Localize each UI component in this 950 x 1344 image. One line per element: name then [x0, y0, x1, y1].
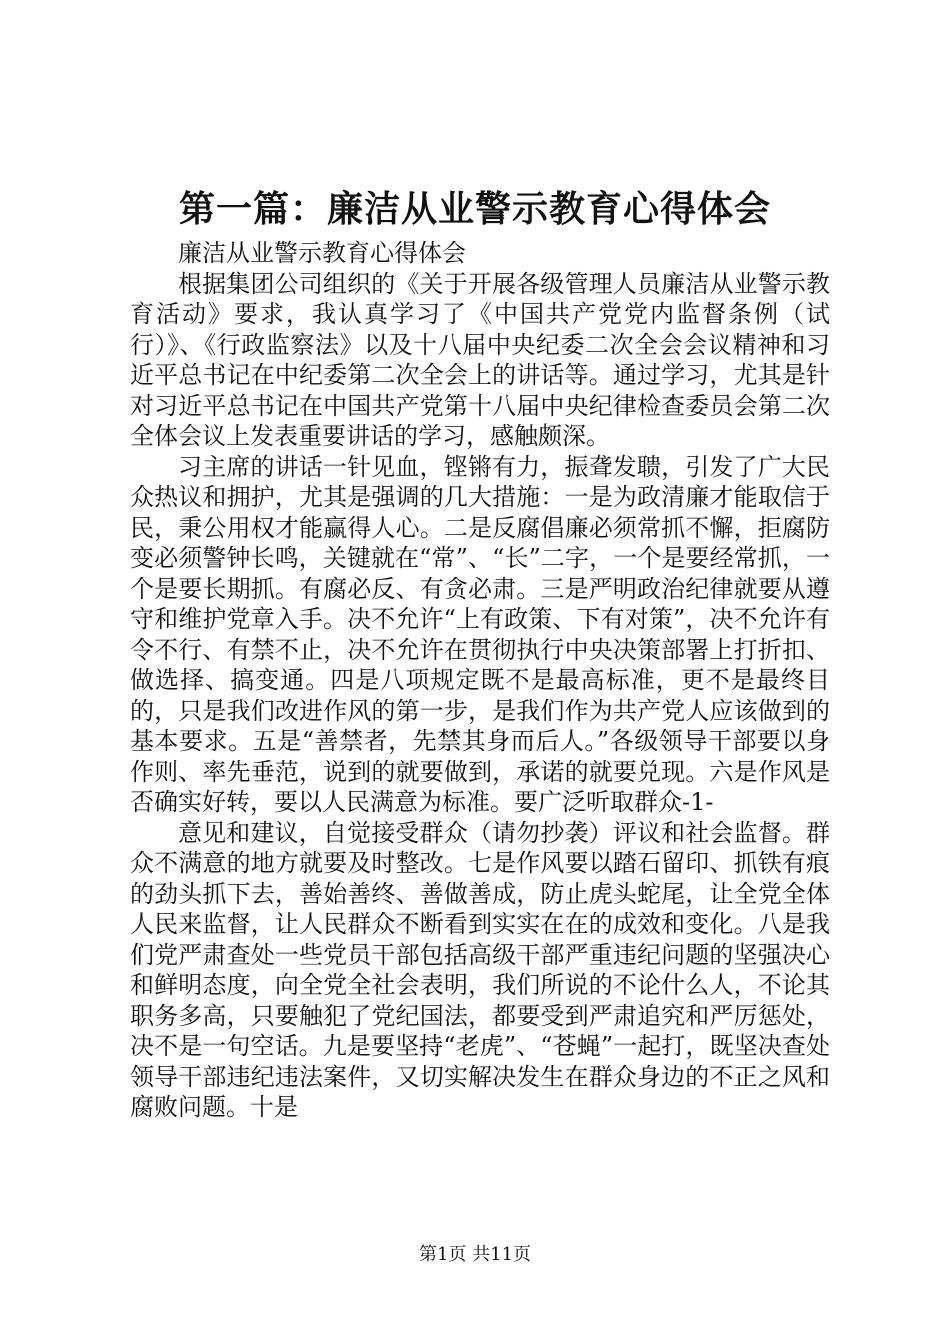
- document-body: [130, 238, 830, 1123]
- paragraph: 习主席的讲话一针见血，铿锵有力，振聋发聩，引发了广大民众热议和拥护，尤其是强调的几大措施：一是为政清廉才能取信于民，秉公用权才能赢得人心。二是反腐倡廉必须常抓不懈，拒腐防变必须警钟长鸣，关键就在“常”、“长”二字，一个是要经常抓，一个是要长期抓。有腐必反、有贪必肃。三是严明政治纪律就要从遵守和维护党章入手。决不允许“上有政策、下有对策”，决不允许有令不行、有禁不止，决不允许在贯彻执行中央决策部署上打折扣、做选择、搞变通。四是八项规定既不是最高标准，更不是最终目的，只是我们改进作风的第一步，是我们作为共产党人应该做到的基本要求。五是“善禁者，先禁其身而后人。”各级领导干部要以身作则、率先垂范，说到的就要做到，承诺的就要兑现。六是作风是否确实好转，要以人民满意为标准。要广泛听取群众-1-: [130, 452, 830, 816]
- paragraph: 根据集团公司组织的《关于开展各级管理人员廉洁从业警示教育活动》要求，我认真学习了《中国共产党党内监督条例（试行）》、《行政监察法》以及十八届中央纪委二次全会会议精神和习近平总书记在中纪委第二次全会上的讲话等。通过学习，尤其是针对习近平总书记在中国共产党第十八届中央纪律检查委员会第二次全体会议上发表重要讲话的学习，感触颇深。: [130, 269, 830, 450]
- page-number-footer: 第1页 共11页: [418, 1244, 532, 1265]
- page-title: 第一篇：廉洁从业警示教育心得体会: [178, 188, 771, 230]
- paragraph: 意见和建议，自觉接受群众（请勿抄袭）评议和社会监督。群众不满意的地方就要及时整改。七是作风要以踏石留印、抓铁有痕的劲头抓下去，善始善终、善做善成，防止虎头蛇尾，让全党全体人民来监督，让人民群众不断看到实实在在的成效和变化。八是我们党严肃查处一些党员干部包括高级干部严重违纪问题的坚强决心和鲜明态度，向全党全社会表明，我们所说的不论什么人，不论其职务多高，只要触犯了党纪国法，都要受到严肃追究和严厉惩处，决不是一句空话。九是要坚持“老虎”、“苍蝇”一起打，既坚决查处领导干部违纪违法案件，又切实解决发生在群众身边的不正之风和腐败问题。十是: [130, 818, 830, 1121]
- document-subtitle: 廉洁从业警示教育心得体会: [178, 239, 466, 267]
